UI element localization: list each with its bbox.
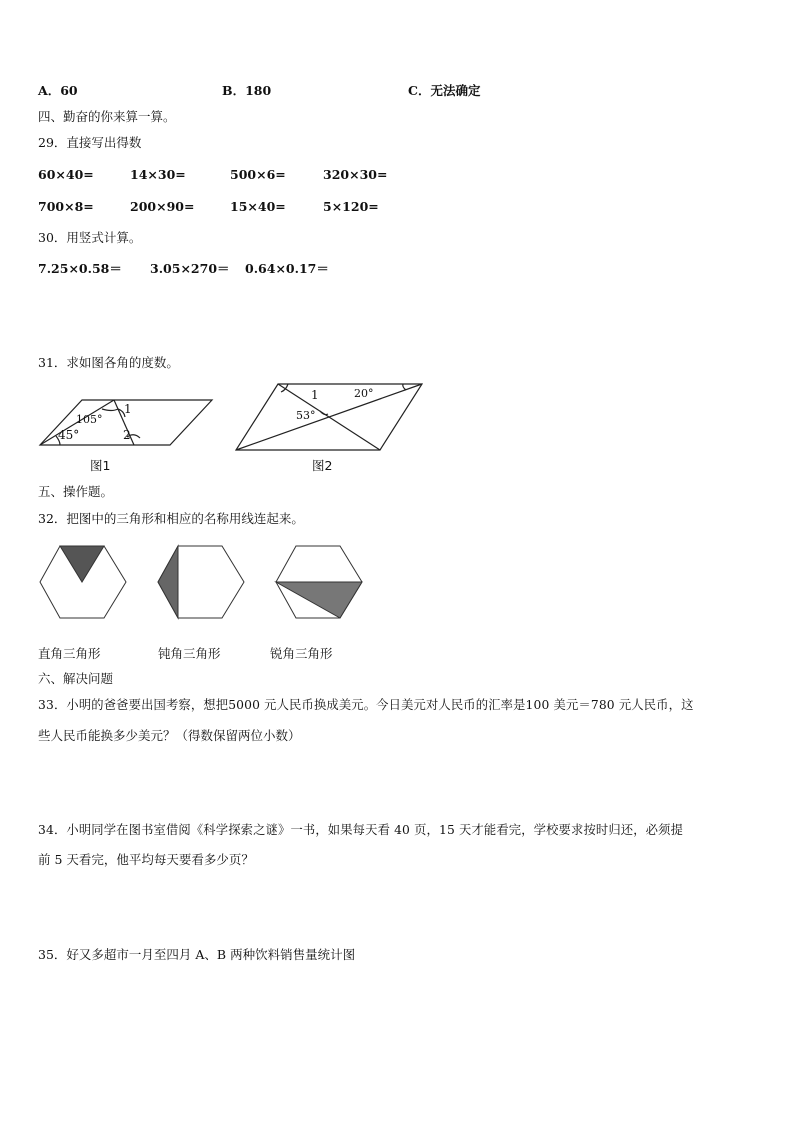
q29-title: 29．直接写出得数 — [38, 135, 142, 150]
q29-item: 5×120= — [323, 199, 379, 214]
label-obtuse-triangle: 钝角三角形 — [158, 646, 221, 661]
fig2-angle-53: 53° — [296, 409, 316, 422]
q30-title: 30．用竖式计算。 — [38, 230, 142, 245]
q31-title: 31．求如图各角的度数。 — [38, 355, 179, 370]
hexagon-obtuse-triangle — [156, 544, 246, 620]
label-acute-triangle: 锐角三角形 — [270, 646, 333, 661]
hexagon-right-triangle — [38, 544, 128, 620]
fig1-angle-2: 2 — [123, 428, 131, 442]
fig2-angle-1: 1 — [311, 388, 319, 402]
q34-text-line2: 前 5 天看完，他平均每天要看多少页？ — [38, 852, 254, 867]
fig2-caption: 图2 — [312, 458, 333, 473]
q30-item: 3.05×270＝ — [150, 261, 230, 276]
fig1-angle-45: 45° — [58, 428, 80, 442]
q29-item: 320×30= — [323, 167, 388, 182]
option-b: B．180 — [222, 83, 272, 98]
label-right-triangle: 直角三角形 — [38, 646, 101, 661]
section-5-title: 五、操作题。 — [38, 484, 114, 499]
q30-item: 7.25×0.58＝ — [38, 261, 122, 276]
q29-item: 60×40= — [38, 167, 94, 182]
q35-title: 35．好又多超市一月至四月 A、B 两种饮料销售量统计图 — [38, 947, 356, 962]
fig1-angle-1: 1 — [124, 402, 132, 416]
q29-item: 15×40= — [230, 199, 286, 214]
section-4-title: 四、勤奋的你来算一算。 — [38, 109, 176, 124]
q32-title: 32．把图中的三角形和相应的名称用线连起来。 — [38, 511, 304, 526]
q33-text-line2: 些人民币能换多少美元？（得数保留两位小数） — [38, 728, 301, 743]
q34-text-line1: 34．小明同学在图书室借阅《科学探索之谜》一书，如果每天看 40 页，15 天才能看完，学校要求按时归还，必须提 — [38, 823, 684, 837]
q33-text-line1: 33．小明的爸爸要出国考察，想把5000 元人民币换成美元。今日美元对人民币的汇率是100 美元＝780 元人民币，这 — [38, 698, 694, 712]
q29-item: 14×30= — [130, 167, 186, 182]
section-6-title: 六、解决问题 — [38, 671, 114, 686]
fig1-caption: 图1 — [90, 458, 111, 473]
fig1-angle-105: 105° — [76, 413, 103, 426]
q29-item: 200×90= — [130, 199, 195, 214]
hexagon-acute-triangle — [274, 544, 364, 620]
figure-2-parallelogram — [228, 378, 428, 458]
option-c: C．无法确定 — [408, 83, 481, 98]
q29-item: 700×8= — [38, 199, 94, 214]
q30-item: 0.64×0.17＝ — [245, 261, 329, 276]
fig2-angle-20: 20° — [354, 387, 374, 400]
option-a: A．60 — [38, 83, 78, 98]
q29-item: 500×6= — [230, 167, 286, 182]
